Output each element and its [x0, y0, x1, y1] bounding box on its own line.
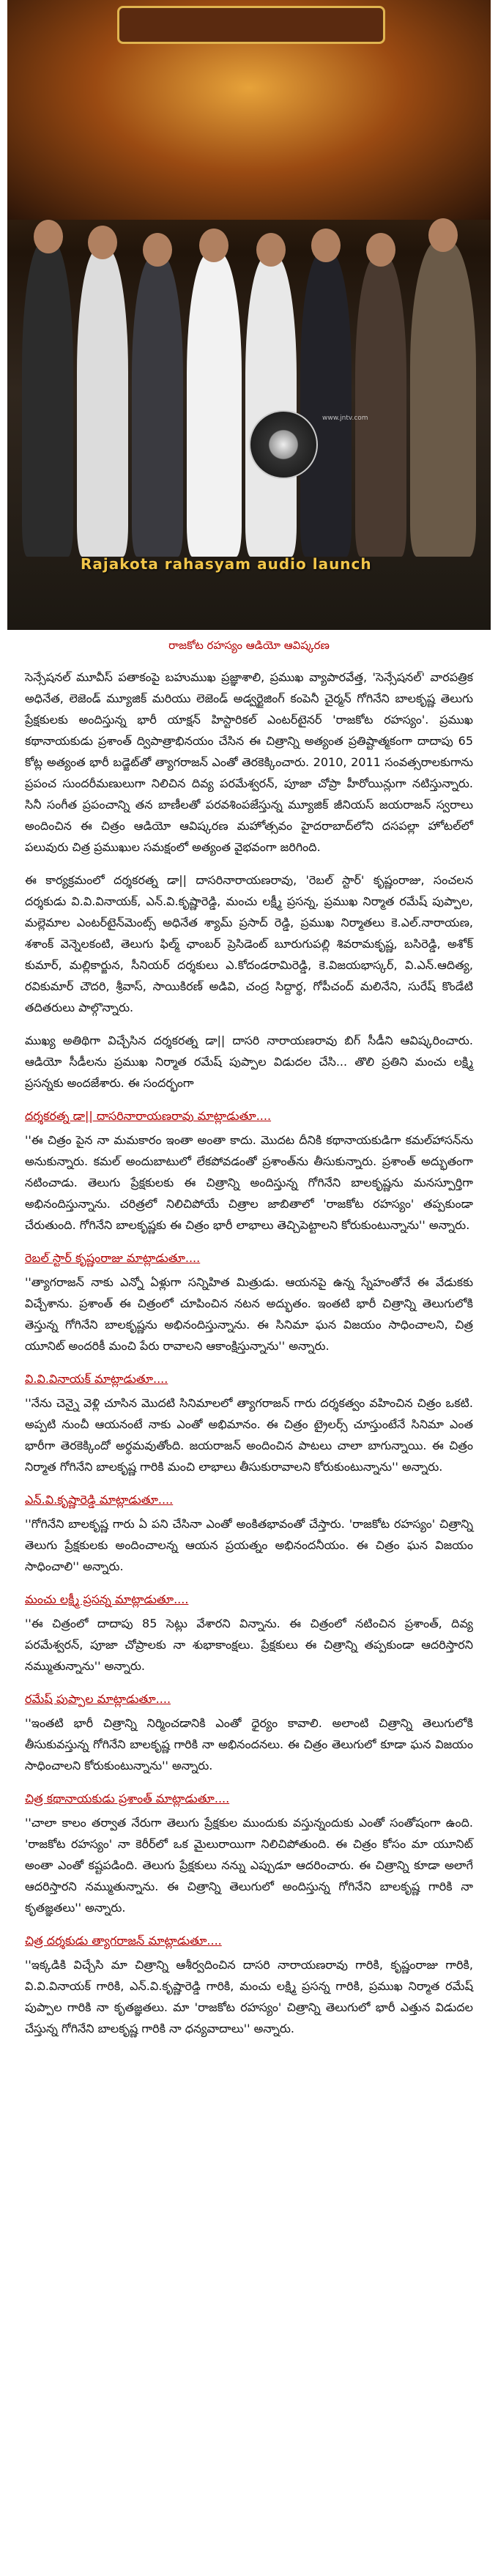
speaker-heading: ఎన్.వి.కృష్ణారెడ్డి మాట్లాడుతూ.... [25, 1493, 174, 1507]
article-paragraph: ఈ కార్యక్రమంలో దర్శకరత్న డా|| దాసరినారాయణరావు, 'రెబల్ స్టార్' కృష్ణంరాజు, సంచలన దర్శకుడు వి.వి.వినాయక్, ఎన్.వి.కృష్ణారెడ్డి, మంచు లక్ష్మీ ప్రసన్న, ప్రముఖ నిర్మాత రమేష్ పుప్పాల, మల్లెమాల ఎంటర్‌టైన్‌మెంట్స్ అధినేత శ్యామ్ ప్రసాద్ రెడ్డి, ప్రముఖ నిర్మాతలు కె.ఎల్.నారాయణ, శశాంక్ వెన్నెలకంటి, తెలుగు ఫిల్మ్ ఛాంబర్ ప్రెసిడెంట్ బూరుగుపల్లి శివరామకృష్ణ, బసిరెడ్డి, అశోక్ కుమార్, మల్లికార్జున, సీనియర్ దర్శకులు ఎ.కోదండరామిరెడ్డి, కె.విజయభాస్కర్, వి.ఎన్.ఆదిత్య, రవికుమార్ చౌదరి, శ్రీవాస్, సాయికిరణ్ అడివి, చంద్ర సిద్దార్థ, గోపీచంద్ మలినేని, సురేష్ కొండేటి తదితరులు పాల్గొన్నారు. [25, 873, 473, 1014]
person-figure [410, 242, 476, 557]
speaker-heading: వి.వి.వినాయక్ మాట్లాడుతూ.... [25, 1372, 168, 1386]
speaker-heading: రెబల్ స్టార్ కృష్ణంరాజు మాట్లాడుతూ.... [25, 1251, 201, 1265]
person-figure [22, 242, 73, 557]
person-figure [245, 256, 297, 557]
event-photo [7, 0, 491, 630]
person-head [428, 218, 458, 252]
speech-paragraph: ''ఇంతటి భారీ చిత్రాన్ని నిర్మించడానికి ఎంతో ధైర్యం కావాలి. అలాంటి చిత్రాన్ని తెలుగులోకి తీసుకువస్తున్న గోగినేని బాలకృష్ణ గారికి నా అభినందనలు. ఈ చిత్రం తెలుగులో కూడా ఘన విజయం సాధించాలని కోరుకుంటున్నాను'' అన్నారు. [25, 1716, 473, 1773]
person-head [199, 229, 228, 262]
speaker-heading: మంచు లక్ష్మీ ప్రసన్న మాట్లాడుతూ.... [25, 1592, 189, 1606]
person-head [256, 233, 286, 267]
person-figure [132, 256, 183, 557]
speech-paragraph: ''గోగినేని బాలకృష్ణ గారు ఏ పని చేసినా ఎంతో అంకితభావంతో చేస్తారు. 'రాజకోట రహస్యం' చిత్రాన్ని తెలుగు ప్రేక్షకులకు అందించాలన్న ఆయన ప్రయత్నం అభినందనీయం. ఈ చిత్రం ఘన విజయం సాధించాలి'' అన్నారు. [25, 1517, 473, 1573]
audio-cd-prop [249, 410, 318, 479]
person-figure [77, 249, 128, 557]
speech-paragraph: ''త్యాగరాజన్ నాకు ఎన్నో ఏళ్లుగా సన్నిహిత మిత్రుడు. ఆయనపై ఉన్న స్నేహంతోనే ఈ వేడుకకు విచ్చేశాను. ప్రశాంత్ ఈ చిత్రంలో చూపించిన నటన అద్భుతం. ఇంతటి భారీ చిత్రాన్ని తెలుగులోకి తెస్తున్న గోగినేని బాలకృష్ణను అభినందిస్తున్నాను. ఈ సినిమా ఘన విజయం సాధించాలని, చిత్ర యూనిట్ అందరికీ మంచి పేరు రావాలని ఆకాంక్షిస్తున్నాను'' అన్నారు. [25, 1275, 473, 1353]
speech-paragraph: ''ఇక్కడికి విచ్చేసి మా చిత్రాన్ని ఆశీర్వదించిన దాసరి నారాయణరావు గారికి, కృష్ణంరాజు గారికి, వి.వి.వినాయక్ గారికి, ఎన్.వి.కృష్ణారెడ్డి గారికి, మంచు లక్ష్మి ప్రసన్న గారికి, ప్రముఖ నిర్మాత రమేష్ పుప్పాల గారికి నా కృతజ్ఞతలు. మా 'రాజకోట రహస్యం' చిత్రాన్ని తెలుగులో భారీ ఎత్తున విడుదల చేస్తున్న గోగినేని బాలకృష్ణ గారికి నా ధన్యవాదాలు'' అన్నారు. [25, 1958, 473, 2035]
site-watermark: www.jntv.com [322, 415, 368, 422]
person-head [34, 220, 63, 253]
article-paragraph: ముఖ్య అతిథిగా విచ్చేసిన దర్శకరత్న డా|| దాసరి నారాయణరావు బిగ్ సీడీని ఆవిష్కరించారు. ఆడియో సీడీలను ప్రముఖ నిర్మాత రమేష్ పుప్పాల విడుదల చేసి... తొలి ప్రతిని మంచు లక్ష్మి ప్రసన్నకు అందజేశారు. ఈ సందర్భంగా [25, 1033, 473, 1090]
speaker-heading: రమేష్ పుప్పాల మాట్లాడుతూ.... [25, 1692, 171, 1706]
speaker-heading: దర్శకరత్న డా|| దాసరినారాయణరావు మాట్లాడుతూ.... [25, 1109, 272, 1123]
speech-paragraph: ''ఈ చిత్రంలో దాదాపు 85 సెట్లు వేశారని విన్నాను. ఈ చిత్రంలో నటించిన ప్రశాంత్, దివ్య పరమేశ్వరన్, పూజా చోప్రాలకు నా శుభాకాంక్షలు. ప్రేక్షకులు ఈ చిత్రాన్ని తప్పకుండా ఆదరిస్తారని నమ్ముతున్నాను'' అన్నారు. [25, 1617, 473, 1673]
speaker-heading: చిత్ర దర్శకుడు త్యాగరాజన్ మాట్లాడుతూ.... [25, 1934, 222, 1948]
person-head [366, 233, 395, 267]
article-paragraph: సెన్సేషనల్ మూవీస్ పతాకంపై బహుముఖ ప్రజ్ఞాశాలి, ప్రముఖ వ్యాపారవేత్త, 'సెన్సేషనల్' వారపత్రిక అధినేత, లెజెండ్ మ్యూజిక్ మరియు లెజెండ్ అడ్వర్టైజింగ్ కంపెనీ చైర్మన్ గోగినేని బాలకృష్ణ తెలుగు ప్రేక్షకులకు అందిస్తున్న భారీ యాక్షన్ హిస్టారికల్ ఎంటర్‌టైనర్ 'రాజకోట రహస్యం'. ప్రముఖ కథానాయకుడు ప్రశాంత్ ద్విపాత్రాభినయం చేసిన ఈ చిత్రాన్ని అత్యంత ప్రతిష్టాత్మకంగా దాదాపు 65 కోట్ల అత్యంత భారీ బడ్జెట్‌తో త్యాగరాజన్ ఎంతో తెరకెక్కించారు. 2010, 2011 సంవత్సరాలకుగాను ప్రపంచ సుందరీమణులుగా నిలిచిన దివ్య పరమేశ్వరన్, పూజా చోప్రా హీరోయిన్లుగా నటిస్తున్నారు. సినీ సంగీత ప్రపంచాన్ని తన బాణీలతో పరవశింపజేస్తున్న మ్యూజిక్ జీనియస్ జయరాజన్ స్వరాలు అందించిన ఈ చిత్రం ఆడియో ఆవిష్కరణ మహోత్సవం హైదరాబాద్‌లోని దసపల్లా హోటల్‌లో పలువురు చిత్ర ప్రముఖుల సమక్షంలో అత్యంత వైభవంగా జరిగింది. [25, 670, 473, 854]
person-figure [187, 253, 242, 557]
speech-paragraph: ''చాలా కాలం తర్వాత నేరుగా తెలుగు ప్రేక్షకుల ముందుకు వస్తున్నందుకు ఎంతో సంతోషంగా ఉంది. 'రాజకోట రహస్యం' నా కెరీర్‌లో ఒక మైలురాయిగా నిలిచిపోతుంది. ఈ చిత్రం కోసం మా యూనిట్ అంతా ఎంతో కష్టపడింది. తెలుగు ప్రేక్షకులు నన్ను ఎప్పుడూ ఆదరించారు. ఈ చిత్రాన్ని కూడా అలాగే ఆదరిస్తారని నమ్ముతున్నాను. ఈ చిత్రాన్ని తెలుగులో అందిస్తున్న గోగినేని బాలకృష్ణ గారికి నా కృతజ్ఞతలు'' అన్నారు. [25, 1816, 473, 1915]
speech-paragraph: ''నేను చెన్నై వెళ్లి చూసిన మొదటి సినిమాలలో త్యాగరాజన్ గారు దర్శకత్వం వహించిన చిత్రం ఒకటి. అప్పటి నుంచీ ఆయనంటే నాకు ఎంతో అభిమానం. ఈ చిత్రం ట్రైలర్స్ చూస్తుంటేనే సినిమా ఎంత భారీగా తెరకెక్కిందో అర్థమవుతోంది. జయరాజన్ అందించిన పాటలు చాలా బాగున్నాయి. ఈ చిత్రం నిర్మాత గోగినేని బాలకృష్ణ గారికి మంచి లాభాలు తీసుకురావాలని కోరుకుంటున్నాను'' అన్నారు. [25, 1396, 473, 1474]
person-figure [355, 256, 406, 557]
speech-paragraph: ''ఈ చిత్రం పైన నా మమకారం ఇంతా అంతా కాదు. మొదట దీనికి కథానాయకుడిగా కమల్‌హాసన్‌ను అనుకున్నారు. కమల్ అందుబాటులో లేకపోవడంతో ప్రశాంత్‌ను తీసుకున్నారు. ప్రశాంత్ అద్భుతంగా నటించాడు. తెలుగు ప్రేక్షకులకు ఈ చిత్రాన్ని అందిస్తున్న గోగినేని బాలకృష్ణను మనస్పూర్తిగా అభినందిస్తున్నాను. చరిత్రలో నిలిచిపోయే చిత్రాల జాబితాలో 'రాజకోట రహస్యం' తప్పకుండా చేరుతుంది. గోగినేని బాలకృష్ణకు ఈ చిత్రం భారీ లాభాలు తెచ్చిపెట్టాలని కోరుకుంటున్నాను'' అన్నారు. [25, 1133, 473, 1232]
person-head [143, 233, 172, 267]
person-figure [300, 253, 352, 557]
photo-watermark: Rajakota rahasyam audio launch [81, 555, 372, 573]
person-head [311, 229, 341, 262]
poster-title-graphic [117, 6, 385, 44]
article-body [25, 667, 473, 2051]
person-head [88, 226, 117, 259]
speaker-heading: చిత్ర కథానాయకుడు ప్రశాంత్ మాట్లాడుతూ.... [25, 1792, 230, 1805]
photo-caption: రాజకోట రహస్యం ఆడియో ఆవిష్కరణ [168, 639, 330, 652]
